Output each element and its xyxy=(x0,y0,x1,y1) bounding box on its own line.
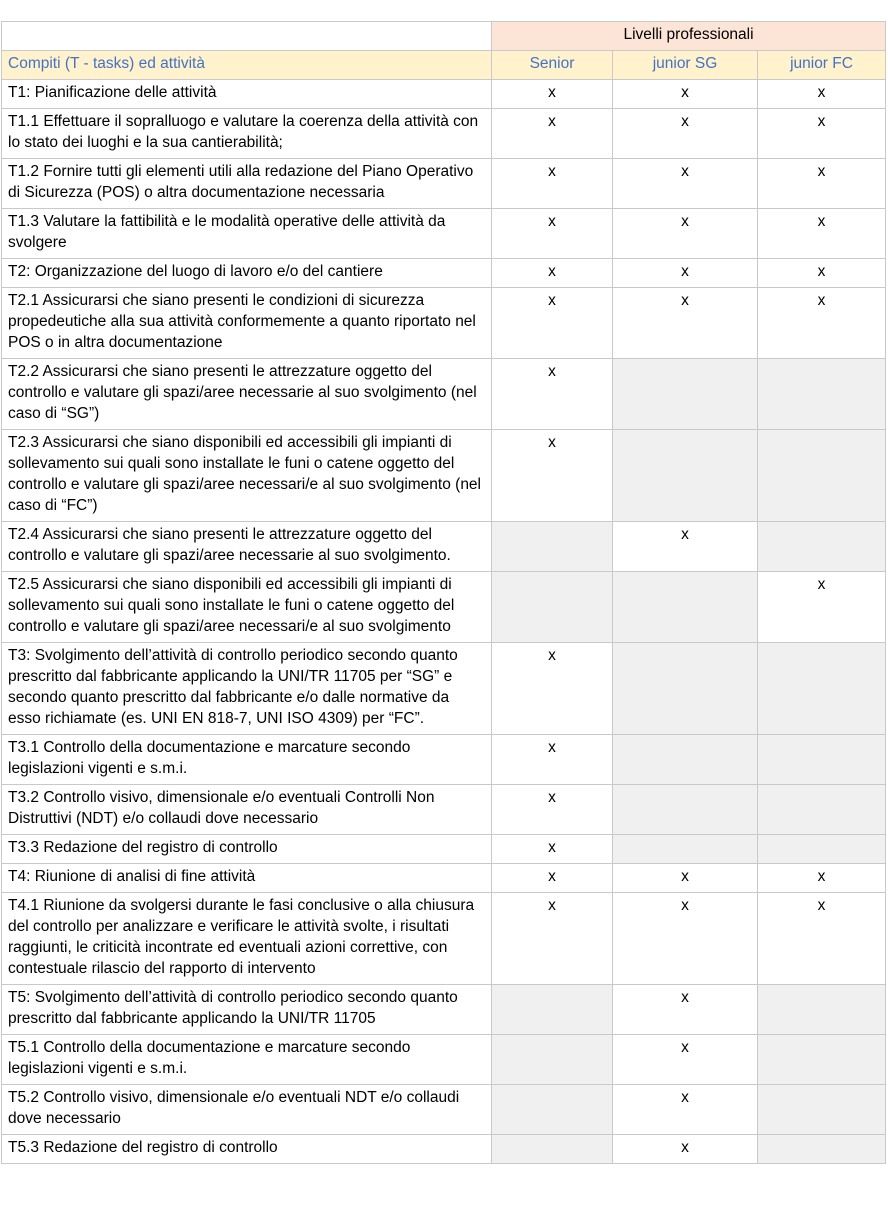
task-label: T2: Organizzazione del luogo di lavoro e/o del cantiere xyxy=(2,259,492,288)
mark-cell-x: x xyxy=(613,1035,758,1085)
mark-cell-x: x xyxy=(613,80,758,109)
table-row xyxy=(2,572,886,643)
mark-cell-empty xyxy=(758,1085,886,1135)
mark-cell-x: x xyxy=(758,864,886,893)
mark-cell-x: x xyxy=(492,288,613,359)
mark-cell-x: x xyxy=(492,864,613,893)
mark-cell-x: x xyxy=(492,643,613,735)
task-label: T1: Pianificazione delle attività xyxy=(2,80,492,109)
mark-cell-empty xyxy=(492,1135,613,1164)
mark-cell-empty xyxy=(758,359,886,430)
mark-cell-empty xyxy=(613,785,758,835)
mark-cell-x: x xyxy=(492,209,613,259)
group-header-row xyxy=(2,22,886,51)
mark-cell-x: x xyxy=(613,288,758,359)
mark-cell-empty xyxy=(758,522,886,572)
mark-cell-empty xyxy=(613,835,758,864)
task-label: T1.3 Valutare la fattibilità e le modalità operative delle attività da svolgere xyxy=(2,209,492,259)
mark-cell-x: x xyxy=(613,864,758,893)
mark-cell-x: x xyxy=(758,572,886,643)
mark-cell-empty xyxy=(492,572,613,643)
table-row xyxy=(2,864,886,893)
task-label: T3.2 Controllo visivo, dimensionale e/o eventuali Controlli Non Distruttivi (NDT) e/o collaudi dove necessario xyxy=(2,785,492,835)
mark-cell-x: x xyxy=(492,735,613,785)
mark-cell-empty xyxy=(758,785,886,835)
task-label: T5.2 Controllo visivo, dimensionale e/o eventuali NDT e/o collaudi dove necessario xyxy=(2,1085,492,1135)
table-row xyxy=(2,259,886,288)
mark-cell-x: x xyxy=(492,893,613,985)
mark-cell-x: x xyxy=(492,359,613,430)
mark-cell-x: x xyxy=(613,159,758,209)
column-header-row xyxy=(2,51,886,80)
mark-cell-empty xyxy=(492,985,613,1035)
mark-cell-x: x xyxy=(613,209,758,259)
task-label: T3: Svolgimento dell’attività di controllo periodico secondo quanto prescritto dal fabbricante applicando la UNI/TR 11705 per “SG” e secondo quanto prescritto dal fabbricante e/o dalle normative da esso richiamate (es. UNI EN 818-7, UNI ISO 4309) per “FC”. xyxy=(2,643,492,735)
task-label: T3.1 Controllo della documentazione e marcature secondo legislazioni vigenti e s.m.i. xyxy=(2,735,492,785)
table-row xyxy=(2,893,886,985)
mark-cell-x: x xyxy=(492,109,613,159)
task-label: T2.5 Assicurarsi che siano disponibili ed accessibili gli impianti di sollevamento sui quali sono installate le funi o catene oggetto del controllo e valutare gli spazi/aree necessari/e al suo svolgimento xyxy=(2,572,492,643)
column-header-compiti: Compiti (T - tasks) ed attività xyxy=(2,51,492,80)
mark-cell-empty xyxy=(758,643,886,735)
mark-cell-x: x xyxy=(613,522,758,572)
mark-cell-empty xyxy=(613,359,758,430)
table-row xyxy=(2,643,886,735)
mark-cell-empty xyxy=(613,643,758,735)
column-header-junior-fc: junior FC xyxy=(758,51,886,80)
mark-cell-empty xyxy=(492,1085,613,1135)
table-row xyxy=(2,985,886,1035)
task-label: T5: Svolgimento dell’attività di controllo periodico secondo quanto prescritto dal fabbricante applicando la UNI/TR 11705 xyxy=(2,985,492,1035)
mark-cell-x: x xyxy=(613,985,758,1035)
mark-cell-x: x xyxy=(758,109,886,159)
task-table-body xyxy=(2,80,886,1164)
task-label: T1.1 Effettuare il sopralluogo e valutare la coerenza della attività con lo stato dei luoghi e la sua cantierabilità; xyxy=(2,109,492,159)
mark-cell-x: x xyxy=(492,159,613,209)
mark-cell-x: x xyxy=(492,835,613,864)
spacer-cell xyxy=(2,22,492,51)
mark-cell-x: x xyxy=(492,80,613,109)
task-label: T4.1 Riunione da svolgersi durante le fasi conclusive o alla chiusura del controllo per analizzare e verificare le attività svolte, i risultati raggiunti, le criticità incontrate ed eventuali azioni correttive, con contestuale rilascio del rapporto di intervento xyxy=(2,893,492,985)
mark-cell-x: x xyxy=(613,1135,758,1164)
mark-cell-x: x xyxy=(492,259,613,288)
task-label: T2.4 Assicurarsi che siano presenti le attrezzature oggetto del controllo e valutare gli spazi/aree necessarie al suo svolgimento. xyxy=(2,522,492,572)
mark-cell-empty xyxy=(758,735,886,785)
mark-cell-x: x xyxy=(613,109,758,159)
mark-cell-empty xyxy=(613,735,758,785)
table-row xyxy=(2,288,886,359)
table-row xyxy=(2,1085,886,1135)
task-label: T5.3 Redazione del registro di controllo xyxy=(2,1135,492,1164)
table-row xyxy=(2,735,886,785)
table-row xyxy=(2,835,886,864)
mark-cell-x: x xyxy=(758,80,886,109)
mark-cell-empty xyxy=(613,430,758,522)
mark-cell-x: x xyxy=(613,259,758,288)
mark-cell-x: x xyxy=(492,430,613,522)
mark-cell-empty xyxy=(492,1035,613,1085)
table-row xyxy=(2,1035,886,1085)
mark-cell-x: x xyxy=(492,785,613,835)
column-header-senior: Senior xyxy=(492,51,613,80)
mark-cell-x: x xyxy=(758,159,886,209)
table-row xyxy=(2,209,886,259)
table-row xyxy=(2,80,886,109)
tasks-levels-table xyxy=(1,21,886,1164)
mark-cell-empty xyxy=(758,985,886,1035)
task-label: T5.1 Controllo della documentazione e marcature secondo legislazioni vigenti e s.m.i. xyxy=(2,1035,492,1085)
mark-cell-x: x xyxy=(613,893,758,985)
task-label: T2.1 Assicurarsi che siano presenti le condizioni di sicurezza propedeutiche alla sua attività conformemente a quanto riportato nel POS o in altra documentazione xyxy=(2,288,492,359)
mark-cell-empty xyxy=(613,572,758,643)
task-label: T2.2 Assicurarsi che siano presenti le attrezzature oggetto del controllo e valutare gli spazi/aree necessarie al suo svolgimento (nel caso di “SG”) xyxy=(2,359,492,430)
table-row xyxy=(2,430,886,522)
mark-cell-empty xyxy=(492,522,613,572)
table-row xyxy=(2,522,886,572)
table-row xyxy=(2,785,886,835)
mark-cell-x: x xyxy=(758,288,886,359)
mark-cell-x: x xyxy=(613,1085,758,1135)
task-label: T4: Riunione di analisi di fine attività xyxy=(2,864,492,893)
mark-cell-empty xyxy=(758,430,886,522)
table-row xyxy=(2,359,886,430)
task-label: T1.2 Fornire tutti gli elementi utili alla redazione del Piano Operativo di Sicurezza (POS) o altra documentazione necessaria xyxy=(2,159,492,209)
table-row xyxy=(2,109,886,159)
table-row xyxy=(2,159,886,209)
mark-cell-x: x xyxy=(758,209,886,259)
column-header-junior-sg: junior SG xyxy=(613,51,758,80)
mark-cell-x: x xyxy=(758,893,886,985)
mark-cell-empty xyxy=(758,1135,886,1164)
mark-cell-empty xyxy=(758,835,886,864)
task-label: T2.3 Assicurarsi che siano disponibili ed accessibili gli impianti di sollevamento sui quali sono installate le funi o catene oggetto del controllo e valutare gli spazi/aree necessari/e al suo svolgimento (nel caso di “FC”) xyxy=(2,430,492,522)
mark-cell-empty xyxy=(758,1035,886,1085)
task-label: T3.3 Redazione del registro di controllo xyxy=(2,835,492,864)
mark-cell-x: x xyxy=(758,259,886,288)
table-row xyxy=(2,1135,886,1164)
group-header-livelli-professionali: Livelli professionali xyxy=(492,22,886,51)
